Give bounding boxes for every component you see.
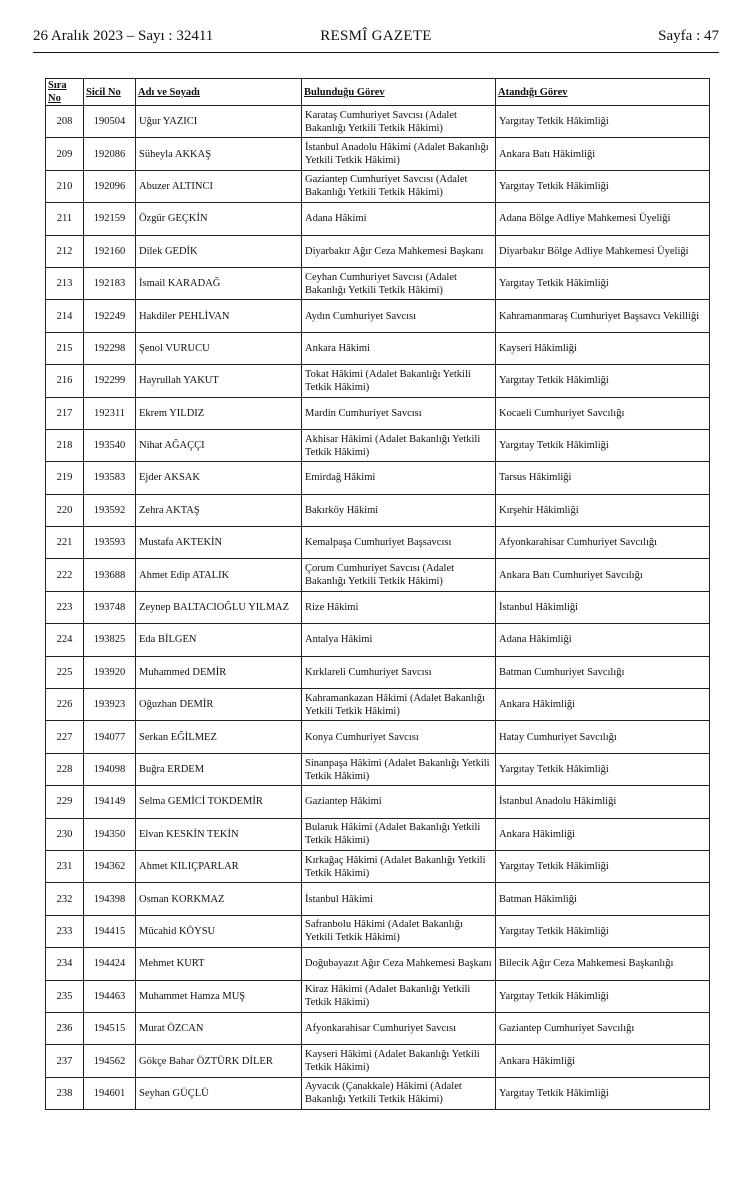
table-row (46, 883, 710, 915)
cell-bulundugu-gorev: İstanbul Anadolu Hâkimi (Adalet Bakanlığı Yetkili Tetkik Hâkimi) (302, 138, 496, 170)
cell-atandigi-gorev: Yargıtay Tetkik Hâkimliği (496, 1077, 710, 1109)
header-divider (33, 52, 719, 53)
cell-sira-no: 229 (46, 786, 84, 818)
cell-adi-soyadi: Ekrem YILDIZ (136, 397, 302, 429)
cell-atandigi-gorev: Hatay Cumhuriyet Savcılığı (496, 721, 710, 753)
cell-sira-no: 224 (46, 624, 84, 656)
cell-sira-no: 231 (46, 850, 84, 882)
cell-sicil-no: 192183 (84, 267, 136, 299)
cell-bulundugu-gorev: Adana Hâkimi (302, 203, 496, 235)
table-row (46, 332, 710, 364)
cell-sira-no: 228 (46, 753, 84, 785)
cell-sicil-no: 194398 (84, 883, 136, 915)
cell-sicil-no: 194415 (84, 915, 136, 947)
col-header-sicil-no: Sicil No (84, 79, 136, 106)
table-header-row (46, 79, 710, 106)
cell-sira-no: 225 (46, 656, 84, 688)
cell-adi-soyadi: Zeynep BALTACIOĞLU YILMAZ (136, 591, 302, 623)
cell-bulundugu-gorev: Afyonkarahisar Cumhuriyet Savcısı (302, 1012, 496, 1044)
cell-bulundugu-gorev: Sinanpaşa Hâkimi (Adalet Bakanlığı Yetkili Tetkik Hâkimi) (302, 753, 496, 785)
cell-bulundugu-gorev: Kiraz Hâkimi (Adalet Bakanlığı Yetkili Tetkik Hâkimi) (302, 980, 496, 1012)
table-row (46, 850, 710, 882)
cell-sicil-no: 192298 (84, 332, 136, 364)
appointments-table (45, 78, 710, 1110)
cell-bulundugu-gorev: Kemalpaşa Cumhuriyet Başsavcısı (302, 527, 496, 559)
cell-bulundugu-gorev: Doğubayazıt Ağır Ceza Mahkemesi Başkanı (302, 948, 496, 980)
table-row (46, 494, 710, 526)
cell-sira-no: 209 (46, 138, 84, 170)
cell-atandigi-gorev: Batman Hâkimliği (496, 883, 710, 915)
table-row (46, 721, 710, 753)
cell-sira-no: 217 (46, 397, 84, 429)
cell-adi-soyadi: Hayrullah YAKUT (136, 365, 302, 397)
cell-sicil-no: 193920 (84, 656, 136, 688)
table-row (46, 948, 710, 980)
cell-sira-no: 237 (46, 1045, 84, 1077)
cell-sira-no: 210 (46, 170, 84, 202)
cell-adi-soyadi: Gökçe Bahar ÖZTÜRK DİLER (136, 1045, 302, 1077)
cell-bulundugu-gorev: Kırkağaç Hâkimi (Adalet Bakanlığı Yetkili Tetkik Hâkimi) (302, 850, 496, 882)
cell-sira-no: 232 (46, 883, 84, 915)
cell-sira-no: 230 (46, 818, 84, 850)
cell-atandigi-gorev: Gaziantep Cumhuriyet Savcılığı (496, 1012, 710, 1044)
cell-atandigi-gorev: Kocaeli Cumhuriyet Savcılığı (496, 397, 710, 429)
cell-sicil-no: 193592 (84, 494, 136, 526)
cell-adi-soyadi: Eda BİLGEN (136, 624, 302, 656)
table-row (46, 462, 710, 494)
cell-sira-no: 220 (46, 494, 84, 526)
cell-atandigi-gorev: Yargıtay Tetkik Hâkimliği (496, 850, 710, 882)
table-row (46, 203, 710, 235)
cell-sira-no: 213 (46, 267, 84, 299)
cell-sira-no: 218 (46, 429, 84, 461)
cell-sicil-no: 192096 (84, 170, 136, 202)
cell-sira-no: 219 (46, 462, 84, 494)
cell-adi-soyadi: Mehmet KURT (136, 948, 302, 980)
cell-bulundugu-gorev: Gaziantep Cumhuriyet Savcısı (Adalet Bakanlığı Yetkili Tetkik Hâkimi) (302, 170, 496, 202)
cell-sicil-no: 192160 (84, 235, 136, 267)
cell-sicil-no: 194077 (84, 721, 136, 753)
table-row (46, 980, 710, 1012)
cell-bulundugu-gorev: Bakırköy Hâkimi (302, 494, 496, 526)
cell-sicil-no: 194562 (84, 1045, 136, 1077)
cell-atandigi-gorev: Ankara Batı Cumhuriyet Savcılığı (496, 559, 710, 591)
cell-adi-soyadi: Ahmet Edip ATALIK (136, 559, 302, 591)
cell-adi-soyadi: Murat ÖZCAN (136, 1012, 302, 1044)
cell-bulundugu-gorev: Diyarbakır Ağır Ceza Mahkemesi Başkanı (302, 235, 496, 267)
cell-sira-no: 216 (46, 365, 84, 397)
table-row (46, 267, 710, 299)
cell-adi-soyadi: İsmail KARADAĞ (136, 267, 302, 299)
cell-adi-soyadi: Muhammet Hamza MUŞ (136, 980, 302, 1012)
cell-sicil-no: 192086 (84, 138, 136, 170)
cell-atandigi-gorev: Yargıtay Tetkik Hâkimliği (496, 915, 710, 947)
cell-bulundugu-gorev: İstanbul Hâkimi (302, 883, 496, 915)
cell-adi-soyadi: Zehra AKTAŞ (136, 494, 302, 526)
table-row (46, 689, 710, 721)
table-row (46, 753, 710, 785)
cell-sicil-no: 192311 (84, 397, 136, 429)
cell-sira-no: 214 (46, 300, 84, 332)
cell-adi-soyadi: Mücahid KÖYSU (136, 915, 302, 947)
cell-bulundugu-gorev: Ankara Hâkimi (302, 332, 496, 364)
table-row (46, 397, 710, 429)
cell-bulundugu-gorev: Kahramankazan Hâkimi (Adalet Bakanlığı Yetkili Tetkik Hâkimi) (302, 689, 496, 721)
table-row (46, 106, 710, 138)
cell-sicil-no: 190504 (84, 106, 136, 138)
page-header (33, 24, 719, 52)
table-row (46, 818, 710, 850)
cell-sicil-no: 194424 (84, 948, 136, 980)
cell-adi-soyadi: Süheyla AKKAŞ (136, 138, 302, 170)
cell-atandigi-gorev: Yargıtay Tetkik Hâkimliği (496, 365, 710, 397)
table-row (46, 915, 710, 947)
cell-sira-no: 221 (46, 527, 84, 559)
cell-sicil-no: 193583 (84, 462, 136, 494)
cell-bulundugu-gorev: Kayseri Hâkimi (Adalet Bakanlığı Yetkili Tetkik Hâkimi) (302, 1045, 496, 1077)
cell-adi-soyadi: Selma GEMİCİ TOKDEMİR (136, 786, 302, 818)
cell-bulundugu-gorev: Çorum Cumhuriyet Savcısı (Adalet Bakanlığı Yetkili Tetkik Hâkimi) (302, 559, 496, 591)
cell-atandigi-gorev: Bilecik Ağır Ceza Mahkemesi Başkanlığı (496, 948, 710, 980)
table-row (46, 624, 710, 656)
cell-bulundugu-gorev: Akhisar Hâkimi (Adalet Bakanlığı Yetkili Tetkik Hâkimi) (302, 429, 496, 461)
cell-adi-soyadi: Hakdiler PEHLİVAN (136, 300, 302, 332)
cell-atandigi-gorev: Yargıtay Tetkik Hâkimliği (496, 429, 710, 461)
cell-atandigi-gorev: Yargıtay Tetkik Hâkimliği (496, 753, 710, 785)
cell-atandigi-gorev: Yargıtay Tetkik Hâkimliği (496, 267, 710, 299)
table-row (46, 235, 710, 267)
cell-atandigi-gorev: Yargıtay Tetkik Hâkimliği (496, 170, 710, 202)
table-row (46, 138, 710, 170)
cell-adi-soyadi: Şenol VURUCU (136, 332, 302, 364)
cell-atandigi-gorev: İstanbul Anadolu Hâkimliği (496, 786, 710, 818)
table-row (46, 656, 710, 688)
cell-atandigi-gorev: Adana Hâkimliği (496, 624, 710, 656)
cell-atandigi-gorev: Tarsus Hâkimliği (496, 462, 710, 494)
cell-bulundugu-gorev: Kırklareli Cumhuriyet Savcısı (302, 656, 496, 688)
table-row (46, 365, 710, 397)
cell-sicil-no: 194350 (84, 818, 136, 850)
table-row (46, 1012, 710, 1044)
cell-adi-soyadi: Elvan KESKİN TEKİN (136, 818, 302, 850)
cell-sicil-no: 192249 (84, 300, 136, 332)
table-body (46, 106, 710, 1110)
cell-sicil-no: 193540 (84, 429, 136, 461)
cell-atandigi-gorev: Batman Cumhuriyet Savcılığı (496, 656, 710, 688)
cell-sicil-no: 192159 (84, 203, 136, 235)
page-number: Sayfa : 47 (658, 28, 719, 44)
cell-sira-no: 238 (46, 1077, 84, 1109)
cell-sicil-no: 194098 (84, 753, 136, 785)
cell-bulundugu-gorev: Ceyhan Cumhuriyet Savcısı (Adalet Bakanlığı Yetkili Tetkik Hâkimi) (302, 267, 496, 299)
table-row (46, 170, 710, 202)
cell-sira-no: 235 (46, 980, 84, 1012)
cell-sira-no: 208 (46, 106, 84, 138)
cell-adi-soyadi: Ahmet KILIÇPARLAR (136, 850, 302, 882)
table-row (46, 591, 710, 623)
cell-adi-soyadi: Dilek GEDİK (136, 235, 302, 267)
cell-atandigi-gorev: Kırşehir Hâkimliği (496, 494, 710, 526)
cell-sicil-no: 193748 (84, 591, 136, 623)
cell-adi-soyadi: Osman KORKMAZ (136, 883, 302, 915)
cell-atandigi-gorev: Adana Bölge Adliye Mahkemesi Üyeliği (496, 203, 710, 235)
cell-sicil-no: 194515 (84, 1012, 136, 1044)
table-row (46, 300, 710, 332)
cell-bulundugu-gorev: Gaziantep Hâkimi (302, 786, 496, 818)
cell-bulundugu-gorev: Karataş Cumhuriyet Savcısı (Adalet Bakanlığı Yetkili Tetkik Hâkimi) (302, 106, 496, 138)
cell-sira-no: 212 (46, 235, 84, 267)
cell-atandigi-gorev: Kayseri Hâkimliği (496, 332, 710, 364)
cell-adi-soyadi: Muhammed DEMİR (136, 656, 302, 688)
cell-adi-soyadi: Seyhan GÜÇLÜ (136, 1077, 302, 1109)
cell-sira-no: 226 (46, 689, 84, 721)
cell-sira-no: 236 (46, 1012, 84, 1044)
cell-atandigi-gorev: Yargıtay Tetkik Hâkimliği (496, 106, 710, 138)
cell-bulundugu-gorev: Emirdağ Hâkimi (302, 462, 496, 494)
cell-atandigi-gorev: Yargıtay Tetkik Hâkimliği (496, 980, 710, 1012)
cell-adi-soyadi: Serkan EĞİLMEZ (136, 721, 302, 753)
cell-sira-no: 233 (46, 915, 84, 947)
cell-adi-soyadi: Oğuzhan DEMİR (136, 689, 302, 721)
cell-bulundugu-gorev: Mardin Cumhuriyet Savcısı (302, 397, 496, 429)
cell-bulundugu-gorev: Bulanık Hâkimi (Adalet Bakanlığı Yetkili Tetkik Hâkimi) (302, 818, 496, 850)
cell-bulundugu-gorev: Ayvacık (Çanakkale) Hâkimi (Adalet Bakanlığı Yetkili Tetkik Hâkimi) (302, 1077, 496, 1109)
table-row (46, 527, 710, 559)
table-row (46, 559, 710, 591)
cell-atandigi-gorev: Ankara Batı Hâkimliği (496, 138, 710, 170)
cell-adi-soyadi: Uğur YAZICI (136, 106, 302, 138)
cell-sicil-no: 193825 (84, 624, 136, 656)
cell-sira-no: 223 (46, 591, 84, 623)
cell-bulundugu-gorev: Rize Hâkimi (302, 591, 496, 623)
cell-bulundugu-gorev: Tokat Hâkimi (Adalet Bakanlığı Yetkili Tetkik Hâkimi) (302, 365, 496, 397)
cell-sicil-no: 193923 (84, 689, 136, 721)
cell-atandigi-gorev: Afyonkarahisar Cumhuriyet Savcılığı (496, 527, 710, 559)
cell-bulundugu-gorev: Safranbolu Hâkimi (Adalet Bakanlığı Yetkili Tetkik Hâkimi) (302, 915, 496, 947)
col-header-bulundugu-gorev: Bulunduğu Görev (302, 79, 496, 106)
cell-sicil-no: 194149 (84, 786, 136, 818)
table-row (46, 429, 710, 461)
cell-adi-soyadi: Nihat AĞAÇÇI (136, 429, 302, 461)
cell-atandigi-gorev: Ankara Hâkimliği (496, 1045, 710, 1077)
col-header-atandigi-gorev: Atandığı Görev (496, 79, 710, 106)
cell-sicil-no: 192299 (84, 365, 136, 397)
cell-atandigi-gorev: Ankara Hâkimliği (496, 689, 710, 721)
cell-atandigi-gorev: Diyarbakır Bölge Adliye Mahkemesi Üyeliği (496, 235, 710, 267)
col-header-adi-soyadi: Adı ve Soyadı (136, 79, 302, 106)
cell-bulundugu-gorev: Antalya Hâkimi (302, 624, 496, 656)
cell-sira-no: 215 (46, 332, 84, 364)
cell-sicil-no: 193688 (84, 559, 136, 591)
cell-atandigi-gorev: Ankara Hâkimliği (496, 818, 710, 850)
cell-sicil-no: 194362 (84, 850, 136, 882)
cell-adi-soyadi: Mustafa AKTEKİN (136, 527, 302, 559)
table-row (46, 1077, 710, 1109)
cell-sira-no: 211 (46, 203, 84, 235)
table-row (46, 786, 710, 818)
gazette-title: RESMÎ GAZETE (320, 28, 432, 44)
cell-sira-no: 227 (46, 721, 84, 753)
cell-sicil-no: 194463 (84, 980, 136, 1012)
cell-adi-soyadi: Ejder AKSAK (136, 462, 302, 494)
cell-adi-soyadi: Abuzer ALTINCI (136, 170, 302, 202)
col-header-sira-no: Sıra No (46, 79, 84, 106)
cell-atandigi-gorev: İstanbul Hâkimliği (496, 591, 710, 623)
issue-date-number: 26 Aralık 2023 – Sayı : 32411 (33, 28, 214, 44)
cell-sicil-no: 193593 (84, 527, 136, 559)
cell-adi-soyadi: Buğra ERDEM (136, 753, 302, 785)
cell-adi-soyadi: Özgür GEÇKİN (136, 203, 302, 235)
cell-atandigi-gorev: Kahramanmaraş Cumhuriyet Başsavcı Vekilliği (496, 300, 710, 332)
table-row (46, 1045, 710, 1077)
cell-sira-no: 234 (46, 948, 84, 980)
cell-bulundugu-gorev: Aydın Cumhuriyet Savcısı (302, 300, 496, 332)
cell-sira-no: 222 (46, 559, 84, 591)
cell-bulundugu-gorev: Konya Cumhuriyet Savcısı (302, 721, 496, 753)
cell-sicil-no: 194601 (84, 1077, 136, 1109)
